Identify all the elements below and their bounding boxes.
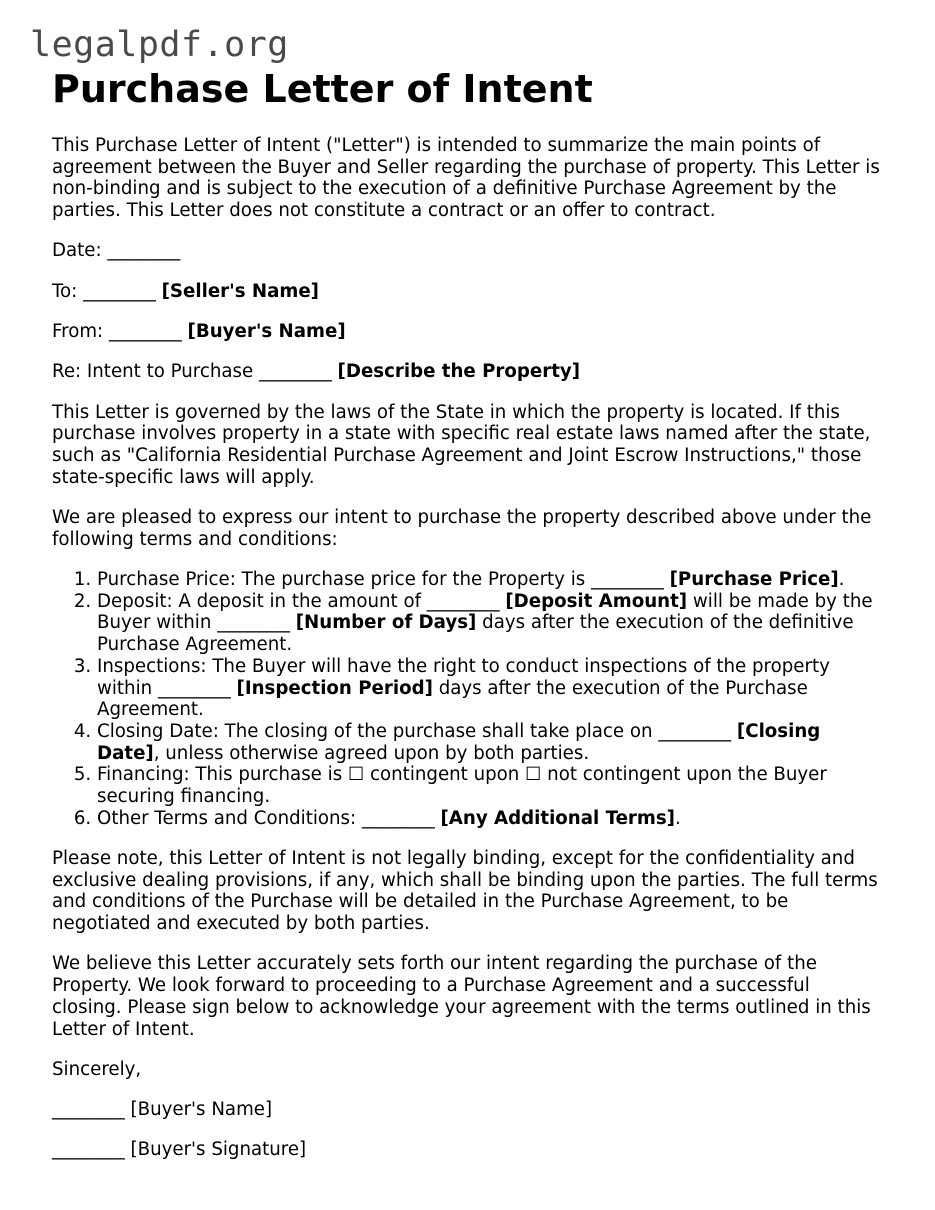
buyer-name-signature-line: ________ [Buyer's Name] [52,1099,273,1121]
re-label: Re: Intent to Purchase [52,361,254,383]
closing-paragraph: We believe this Letter accurately sets forth our intent regarding the purchase of the Property. We look forward to proceeding to a Purchase Agreement and a successful closing. Please sign below to acknowledge your agreement with the terms outlined in this Letter of Intent. [52,953,871,1040]
term-inspections: 3. Inspections: The Buyer will have the right to conduct inspections of the property within ________ [Inspection Period] days after the execution of the Purchase Agreement. [97,656,882,721]
term-financing: 5. Financing: This purchase is ☐ contingent upon ☐ not contingent upon the Buyer securing financing. [97,764,882,807]
to-blank: ________ [83,280,156,302]
buyer-name-placeholder: [Buyer's Name] [187,321,346,342]
intro-paragraph: This Purchase Letter of Intent ("Letter") is intended to summarize the main points of agreement between the Buyer and Seller regarding the purchase of property. This Letter is non-binding and is subject to the execution of a definitive Purchase Agreement by the parties. This Letter does not constitute a contract or an offer to contract. [52,135,880,222]
re-line [52,361,882,383]
property-placeholder: [Describe the Property] [337,361,581,383]
to-line [52,281,882,303]
date-line [52,240,882,262]
from-blank: ________ [108,321,182,342]
term-closing-date: 4. Closing Date: The closing of the purchase shall take place on ________ [Closing Date], unless otherwise agreed upon by both parties. [97,721,882,764]
from-label: From: [52,321,104,342]
term-purchase-price: 1. Purchase Price: The purchase price for the Property is ________ [Purchase Price]. [97,569,882,591]
seller-name-placeholder: [Seller's Name] [161,280,319,302]
document-title: Purchase Letter of Intent [52,67,593,111]
governing-law-paragraph: This Letter is governed by the laws of the State in which the property is located. If this purchase involves property in a state with specific real estate laws named after the state, such as "California Residential Purchase Agreement and Joint Escrow Instructions," those state-specific laws will apply. [52,401,871,488]
term-deposit: 2. Deposit: A deposit in the amount of ________ [Deposit Amount] will be made by the Buyer within ________ [Number of Days] days after the execution of the definitive Purchase Agreement. [97,591,882,656]
date-blank: ________ [107,240,181,262]
to-label: To: [52,280,78,302]
non-binding-note-paragraph: Please note, this Letter of Intent is not legally binding, except for the confidentiality and exclusive dealing provisions, if any, which shall be binding upon the parties. The full terms and conditions of the Purchase will be detailed in the Purchase Agreement, to be negotiated and executed by both parties. [52,848,878,935]
terms-intro-paragraph: We are pleased to express our intent to purchase the property described above under the following terms and conditions: [52,507,872,550]
from-line [52,321,882,343]
term-other: 6. Other Terms and Conditions: ________ [Any Additional Terms]. [97,808,882,830]
buyer-signature-line: ________ [Buyer's Signature] [52,1139,307,1161]
watermark-logo: legalpdf.org [30,25,289,65]
document-page [52,66,882,1161]
date-label: Date: [52,240,102,262]
sincerely-line: Sincerely, [52,1058,142,1080]
terms-list [52,569,882,829]
re-blank: ________ [259,361,332,383]
